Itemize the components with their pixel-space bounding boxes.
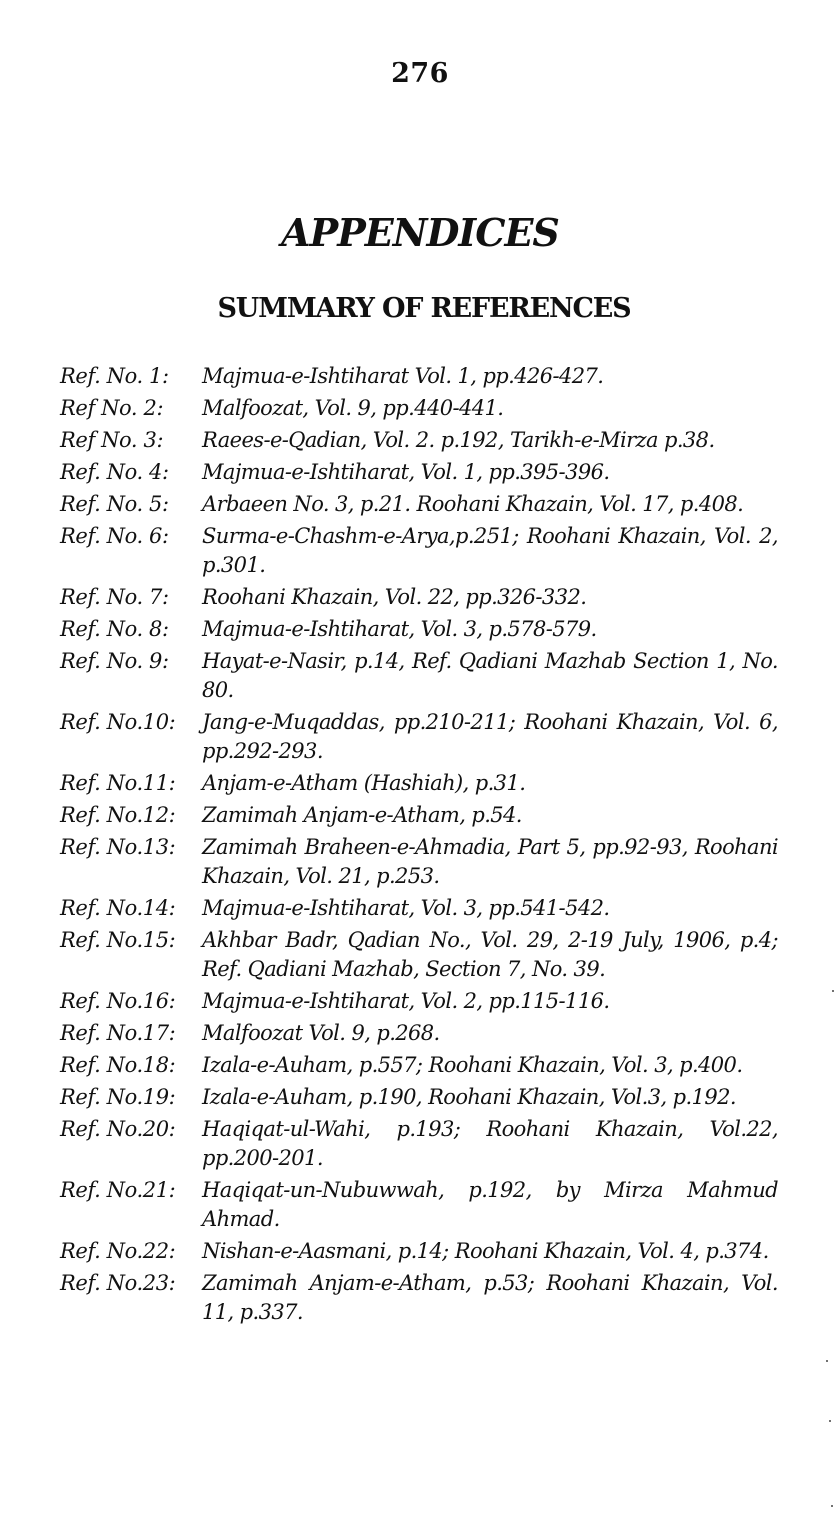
reference-citation: Raees-e-Qadian, Vol. 2. p.192, Tarikh-e-Mirza p.38. [202, 428, 715, 452]
reference-number: Ref No. 3: [60, 428, 164, 452]
reference-entry [60, 1019, 780, 1048]
reference-number: Ref. No.19: [60, 1085, 176, 1109]
reference-citation: Arbaeen No. 3, p.21. Roohani Khazain, Vol. 17, p.408. [202, 492, 744, 516]
reference-citation: Akhbar Badr, Qadian No., Vol. 29, 2-19 July, 1906, p.4; Ref. Qadiani Mazhab, Section 7, No. 39. [202, 928, 778, 981]
scan-speck [831, 1505, 833, 1507]
reference-entry [60, 987, 780, 1016]
reference-number: Ref. No.21: [60, 1178, 176, 1202]
reference-citation: Izala-e-Auham, p.557; Roohani Khazain, Vol. 3, p.400. [202, 1053, 743, 1077]
reference-number: Ref. No. 5: [60, 492, 169, 516]
reference-citation: Surma-e-Chashm-e-Arya,p.251; Roohani Khazain, Vol. 2, p.301. [202, 524, 778, 577]
reference-number: Ref. No.12: [60, 803, 176, 827]
reference-citation: Majmua-e-Ishtiharat, Vol. 2, pp.115-116. [202, 989, 610, 1013]
reference-entry [60, 769, 780, 798]
reference-number: Ref. No.22: [60, 1239, 176, 1263]
reference-citation: Majmua-e-Ishtiharat Vol. 1, pp.426-427. [202, 364, 604, 388]
reference-citation: Nishan-e-Aasmani, p.14; Roohani Khazain, Vol. 4, p.374. [202, 1239, 769, 1263]
reference-entry [60, 926, 780, 984]
reference-entry [60, 647, 780, 705]
reference-entry [60, 583, 780, 612]
reference-citation: Roohani Khazain, Vol. 22, pp.326-332. [202, 585, 587, 609]
page-number: 276 [391, 58, 449, 89]
reference-citation: Hayat-e-Nasir, p.14, Ref. Qadiani Mazhab Section 1, No. 80. [202, 649, 778, 702]
reference-number: Ref. No.16: [60, 989, 176, 1013]
reference-entry [60, 833, 780, 891]
reference-entry [60, 1176, 780, 1234]
reference-number: Ref. No. 6: [60, 524, 169, 548]
reference-entry [60, 1083, 780, 1112]
reference-citation: Zamimah Anjam-e-Atham, p.54. [202, 803, 522, 827]
reference-number: Ref. No.14: [60, 896, 176, 920]
reference-citation: Majmua-e-Ishtiharat, Vol. 3, p.578-579. [202, 617, 597, 641]
reference-citation: Haqiqat-un-Nubuwwah, p.192, by Mirza Mahmud Ahmad. [202, 1178, 778, 1231]
reference-citation: Majmua-e-Ishtiharat, Vol. 1, pp.395-396. [202, 460, 610, 484]
reference-citation: Majmua-e-Ishtiharat, Vol. 3, pp.541-542. [202, 896, 610, 920]
reference-citation: Jang-e-Muqaddas, pp.210-211; Roohani Khazain, Vol. 6, pp.292-293. [202, 710, 778, 763]
scan-speck [829, 1420, 831, 1422]
reference-citation: Zamimah Braheen-e-Ahmadia, Part 5, pp.92-93, Roohani Khazain, Vol. 21, p.253. [202, 835, 778, 888]
scan-speck [826, 1360, 828, 1362]
reference-number: Ref. No.11: [60, 771, 176, 795]
reference-number: Ref. No. 1: [60, 364, 169, 388]
reference-number: Ref. No. 7: [60, 585, 169, 609]
reference-citation: Zamimah Anjam-e-Atham, p.53; Roohani Khazain, Vol. 11, p.337. [202, 1271, 778, 1324]
reference-entry [60, 362, 780, 391]
reference-citation: Anjam-e-Atham (Hashiah), p.31. [202, 771, 526, 795]
reference-number: Ref. No. 4: [60, 460, 169, 484]
reference-number: Ref. No.10: [60, 710, 176, 734]
appendices-title: APPENDICES [281, 210, 559, 255]
scan-speck [832, 990, 834, 992]
reference-number: Ref. No. 9: [60, 649, 169, 673]
reference-entry [60, 458, 780, 487]
reference-citation: Malfoozat, Vol. 9, pp.440-441. [202, 396, 504, 420]
reference-entry [60, 490, 780, 519]
reference-entry [60, 1051, 780, 1080]
references-list [60, 362, 780, 1330]
reference-entry [60, 1237, 780, 1266]
reference-number: Ref. No.17: [60, 1021, 176, 1045]
reference-entry [60, 615, 780, 644]
reference-number: Ref No. 2: [60, 396, 164, 420]
reference-number: Ref. No. 8: [60, 617, 169, 641]
reference-entry [60, 801, 780, 830]
reference-entry [60, 522, 780, 580]
reference-entry [60, 394, 780, 423]
summary-heading: SUMMARY OF REFERENCES [217, 293, 631, 324]
reference-citation: Malfoozat Vol. 9, p.268. [202, 1021, 440, 1045]
reference-entry [60, 894, 780, 923]
reference-entry [60, 708, 780, 766]
reference-citation: Haqiqat-ul-Wahi, p.193; Roohani Khazain, Vol.22, pp.200-201. [202, 1117, 778, 1170]
reference-entry [60, 1115, 780, 1173]
reference-number: Ref. No.18: [60, 1053, 176, 1077]
reference-number: Ref. No.13: [60, 835, 176, 859]
reference-citation: Izala-e-Auham, p.190, Roohani Khazain, Vol.3, p.192. [202, 1085, 736, 1109]
reference-number: Ref. No.15: [60, 928, 176, 952]
reference-entry [60, 426, 780, 455]
reference-entry [60, 1269, 780, 1327]
reference-number: Ref. No.20: [60, 1117, 176, 1141]
reference-number: Ref. No.23: [60, 1271, 176, 1295]
